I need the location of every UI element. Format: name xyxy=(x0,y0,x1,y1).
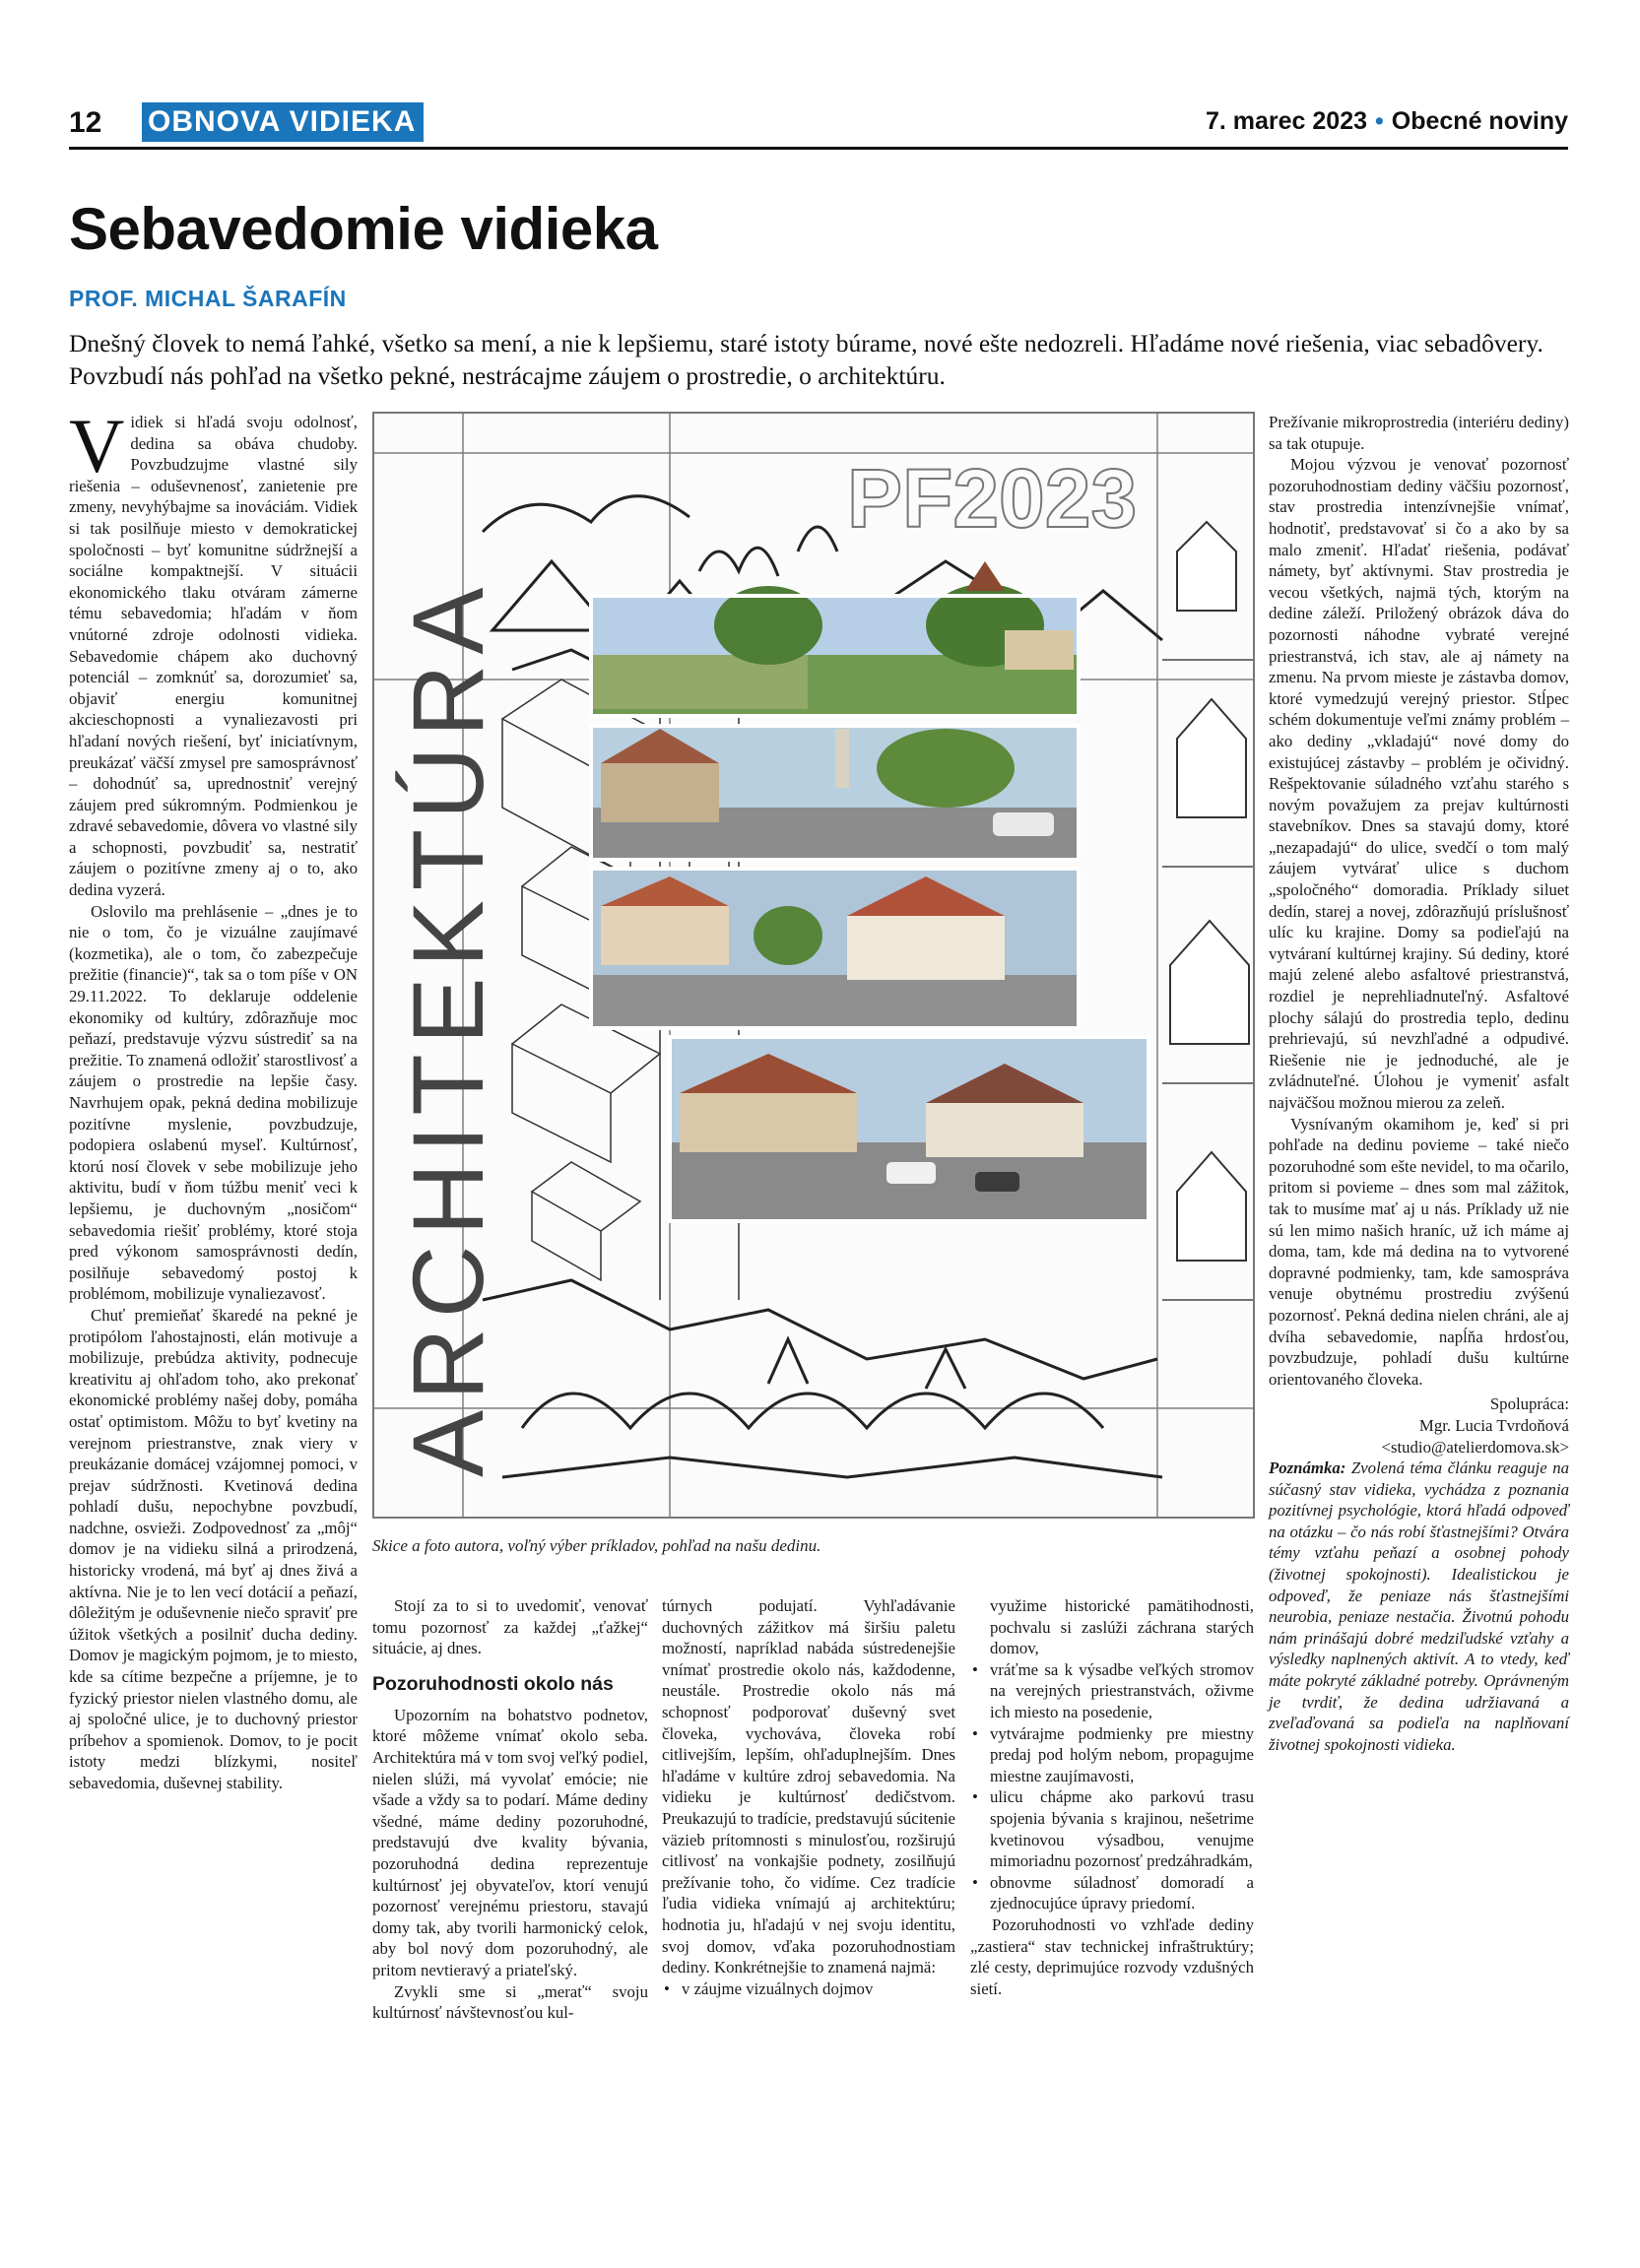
photo-village-square xyxy=(670,1037,1148,1221)
column-1 xyxy=(69,403,358,1794)
credit-label: Spolupráca: xyxy=(1489,1394,1569,1414)
vertical-architektura-text: ARCHITEKTÚRA xyxy=(392,577,504,1477)
article-lead: Dnešný človek to nemá ľahké, všetko sa mení, a nie k lepšiemu, staré istoty búrame, nové ešte nedozreli. Hľadáme nové riešenia, viac sebadôvery. Povzbudí nás pohľad na všetko pekné, nestrácajme záujem o prostredie, o architektúru. xyxy=(69,329,1543,390)
paragraph: Oslovilo ma prehlásenie – „dnes je to nie o tom, čo je vizuálne zaujímavé (kozmetika), ale o tom, čo zabezpečuje prežitie (financie)“, tak sa o tom píše v ON 29.11.2022. To deklaruje oddelenie ekonomiky od kultúry, zdôrazňuje moc peňazí, predstavuje výzvu sústrediť sa na prežitie. To znamená odložiť starostlivosť a záujem o prostredie na lepšie časy. Navrhujem opak, pekná dedina mobilizuje pozitívne myslenie, povzbudzuje, podopiera oslabenú myseľ. Kultúrnosť, ktorú nosí človek v sebe mobilizuje jeho aktivitu, budí v ňom túžbu meniť veci k lepšiemu, je duchovným „nosičom“ sebavedomia riešiť problémy, ktoré stoja pred výkonom samosprávnosti dedín, posilňuje sebavedomý postoj k problémom, mobilizuje vynaliezavosť. xyxy=(69,901,358,1304)
article-title: Sebavedomie vidieka xyxy=(69,196,658,262)
column-4 xyxy=(970,1595,1254,1999)
note-label: Poznámka: xyxy=(1269,1458,1346,1478)
publication-name: Obecné noviny xyxy=(1391,107,1568,135)
author-note xyxy=(1269,1458,1569,1755)
paragraph: Upozorním na bohatstvo podnetov, ktoré môžeme vnímať okolo seba. Architektúra má v tom svoj veľký podiel, nielen slúži, má vyvolať emócie; nie všade a vždy sa to podarí. Máme dediny všedné, máme dediny pozoruhodné, predstavujú dve kvality bývania, pozoruhodná dedina reprezentuje kultúrnosť jej obyvateľov, ktorí venujú pozornosť verejnému priestoru, stavajú domy tak, aby tvorili harmonický celok, aby bol nový dom pozoruhodný, ale pritom nevtieravý a priateľský. xyxy=(372,1705,648,1979)
separator-dot: • xyxy=(1375,107,1384,135)
subheading: Pozoruhodnosti okolo nás xyxy=(372,1672,614,1695)
bullet-item: • ulicu chápme ako parkovú trasu spojenia bývania s krajinou, nešetrime kvetinovou výsadbou, venujme mimoriadnu pozornosť predzáhradkám, xyxy=(970,1786,1254,1871)
section-tag: OBNOVA VIDIEKA xyxy=(142,102,424,142)
article-figure xyxy=(372,412,1255,1519)
paragraph: Mojou výzvou je venovať pozornosť pozoruhodnostiam dediny väčšiu pozornosť, stav prostredia intenzívnejšie vnímať, hodnotiť, predstavovať si čo a ako by sa malo zmeniť. Hľadať riešenia, podávať námety, byť aktívnymi. Stav prostredia je vecou všetkých, najmä tých, ktorým na dedine záleží. Priložený obrázok dáva do pozornosti náhodne vybraté verejné priestranstvá, ich stav, ale aj námety na zmenu. Na prvom mieste je zástavba domov, ktoré vymedzujú verejný priestor. Stĺpec schém dokumentuje veľmi známy problém – ako dediny „vkladajú“ nové domy do existujúcej zástavby – problém je očividný. Rešpektovanie súladného vzťahu starého s novým považujem za prejav kultúrnosti stavebníkov. Dnes sa stavajú domy, ktoré „nezapadajú“ do ulice, svedčí o tom malý záujem vytvárať ulice s duchom „spoločného“ domoradia. Príklady siluet dedín, starej a novej, zdôrazňujú príslušnosť ulíc ku krajine. Domy sa podieľajú na vytváraní kultúrnej krajiny. Sú dediny, ktoré majú zelené alebo asfaltové priestranstvá, rozdiel je neprehliadnuteľný. Asfaltové plochy sálajú do prostredia teplo, dedinu prehrievajú, sú nevzhľadné a odpudivé. Riešenie nie je jednoduché, ale je zvládnuteľné. Úlohou je vymeniť asfalt najväčšou možnou mierou za zeleň. xyxy=(1269,455,1569,1112)
issue-info xyxy=(1206,107,1568,136)
bullet-list xyxy=(970,1659,1254,1914)
bullet-item: • v záujme vizuálnych dojmov xyxy=(662,1978,955,2000)
bullet-item: • vráťme sa k výsadbe veľkých stromov na verejných priestranstvách, oživme ich miesto na posedenie, xyxy=(970,1659,1254,1723)
credit-name: Mgr. Lucia Tvrdoňová xyxy=(1418,1415,1569,1435)
paragraph: Vidiek si hľadá svoju odolnosť, dedina sa obáva chudoby. Povzbudzujme vlastné sily riešenia – oduševnenosť, zanietenie pre zmeny, nevyhýbajme sa inováciám. Vidiek si tak posilňuje miesto v demokratickej spoločnosti – byť komunitne súdržnejší a sociálne kompaktnejší. V situácii ekonomického tlaku otváram zámerne tému sebavedomia; hľadám v ňom vnútorné zdroje odolnosti vidieka. Sebavedomie chápem ako duchovný potenciál – zomknúť sa, dorozumieť sa, objaviť energiu komunitnej akcieschopnosti a vynaliezavosti pri hľadaní nových riešení, byť iniciatívnym, preukázať väčší zmysel pre samosprávnosť – dohodnúť sa, uprednostniť verejný záujem pred súkromným. Podmienkou je zdravé sebavedomie, dôvera vo vlastné sily a schopnosti, povzbudiť sa, nestratiť záujem o pozitívne zmeny aj o to, ako dedina vyzerá. xyxy=(69,403,358,900)
paragraph: Zvykli sme si „merať“ svoju kultúrnosť návštevnosťou kul- xyxy=(372,1981,648,2023)
paragraph: Vysnívaným okamihom je, keď si pri pohľade na dedinu povieme – také niečo pozoruhodné som ešte nevidel, to ma očarilo, pritom si povieme – dnes som mal zážitok, tak to musíme mať aj u nás. Príklady už nie sú len mimo našich hraníc, už ich máme aj doma, tam, kde má dedina na to vytvorené dopravné podmienky, tam, kde samospráva venuje obytnému prostrediu zvýšenú pozornosť. Pekná dedina nielen chráni, ale aj dvíha sebavedomie, napĺňa hrdosťou, povzbudzuje, pohladí dušu kultúrne orientovaného človeka. xyxy=(1269,1114,1569,1389)
credit-email: <studio@atelierdomova.sk> xyxy=(1381,1437,1569,1457)
column-5 xyxy=(1269,412,1569,1755)
paragraph: Chuť premieňať škaredé na pekné je protipólom ľahostajnosti, elán motivuje a mobilizuje, prebúdza aktivity, podnecuje kreativitu aj ohľadom toho, ako prekonať ekonomické problémy našej doby, pomáha ostať optimistom. Môžu to byť kvetiny na verejnom priestranstve, znak viery v preukázanie domácej vzájomnej pomoci, v prejav súdržnosti. Kvetinová dedina pohladí dušu, nepochybne povzbudí, nadchne, osvieži. Zodpovednosť za „môj“ domov je na vidieku silná a prirodzená, historicky vrodená, má byť aj dnes živá a aktívna. Nie je to len vecí dotácií a peňazí, dôležitým je oduševnenie niečo spraviť pre úžitok všetkých a posilniť ducha dediny. Domov je magickým pojmom, je to miesto, kde sa cítime bezpečne a príjemne, je to fyzický priestor nielen vlastného domu, ale aj spoločné ulice, je to duchovný priestor príbehov a spomienok. Domov, to je pocit istoty medzi blízkymi, nositeľ sebavedomia, duševnej stability. xyxy=(69,1305,358,1792)
bullet-list xyxy=(662,1978,955,2000)
pf-text: PF2023 xyxy=(847,452,1138,545)
page-number: 12 xyxy=(69,106,102,139)
paragraph: Prežívanie mikroprostredia (interiéru dediny) sa tak otupuje. xyxy=(1269,413,1569,453)
paragraph: túrnych podujatí. Vyhľadávanie duchovných zážitkov má širšiu paletu možností, napríklad nabáda sústredenejšie vnímať prostredie okolo nás, každodenne, neustále. Prostredie okolo nás má schopnosť podporovať duševný svet človeka, vychováva, človeka robí citlivejším, lepším, ohľaduplnejším. Dnes hľadáme v kultúre zdroj sebavedomia. Na vidieku je kultúrnosť dedičstvom. Preukazujú to tradície, predstavujú súcitenie väzieb prítomnosti s minulosťou, rozširujú citlivosť na vonkajšie podnety, zosilňujú prežívanie toho, čo vidíme. Cez tradície ľudia vidieka vnímajú aj architektúru; hodnotia ju, hľadajú v nej svoju identitu, svoj domov, vďaka pozoruhodnostiam dediny. Konkrétnejšie to znamená najmä: xyxy=(662,1596,955,1977)
note-text: Zvolená téma článku reaguje na súčasný stav vidieka, vychádza z poznania pozitívnej psychológie, ktorá hľadá odpoveď na otázku – čo nás robí šťastnejšími? Otvára témy vzťahu peňazí a osobnej pohody (životnej spokojnosti). Idealistickou je odpoveď, že peniaze nás šťastnejšími neurobia, peniaze nestačia. Životnú pohodu nám prinášajú dobré medziľudské vzťahy a výsledky naplnených aktivít. A to vtedy, keď máte pokryté základné potreby. Oprávneným je tvrdiť, že dedina udržiavaná a zveľaďovaná sa podieľa na naplňovaní životnej spokojnosti vidieka. xyxy=(1269,1458,1569,1754)
paragraph: Stojí za to si to uvedomiť, venovať tomu pozornosť za každej „ťažkej“ situácie, aj dnes. xyxy=(372,1596,648,1658)
page-header xyxy=(69,102,1568,146)
header-rule xyxy=(69,147,1568,150)
paragraph: využime historické pamätihodnosti, pochvalu si zaslúži záchrana starých domov, xyxy=(990,1596,1254,1658)
bullet-item: • vytvárajme podmienky pre miestny predaj pod holým nebom, propagujme miestne zaujímavosti, xyxy=(970,1723,1254,1787)
credit-block xyxy=(1269,1393,1569,1458)
photo-village-street xyxy=(591,726,1079,860)
drop-cap: V xyxy=(69,403,125,488)
issue-date: 7. marec 2023 xyxy=(1205,107,1368,135)
paragraph: Pozoruhodnosti vo vzhľade dediny „zastiera“ stav technickej infraštruktúry; zlé cesty, deprimujúce rozvody vzdušných sietí. xyxy=(970,1914,1254,1998)
figure-caption: Skice a foto autora, voľný výber príkladov, pohľad na našu dedinu. xyxy=(372,1536,821,1555)
sketch-illustration xyxy=(374,414,1253,1517)
column-3 xyxy=(662,1595,955,1999)
article-author: PROF. MICHAL ŠARAFÍN xyxy=(69,286,347,311)
column-2 xyxy=(372,1595,648,2024)
photo-village-houses xyxy=(591,869,1079,1028)
bullet-item: • obnovme súladnosť domoradí a zjednocujúce úpravy priedomí. xyxy=(970,1872,1254,1914)
photo-village-park xyxy=(591,561,1079,716)
